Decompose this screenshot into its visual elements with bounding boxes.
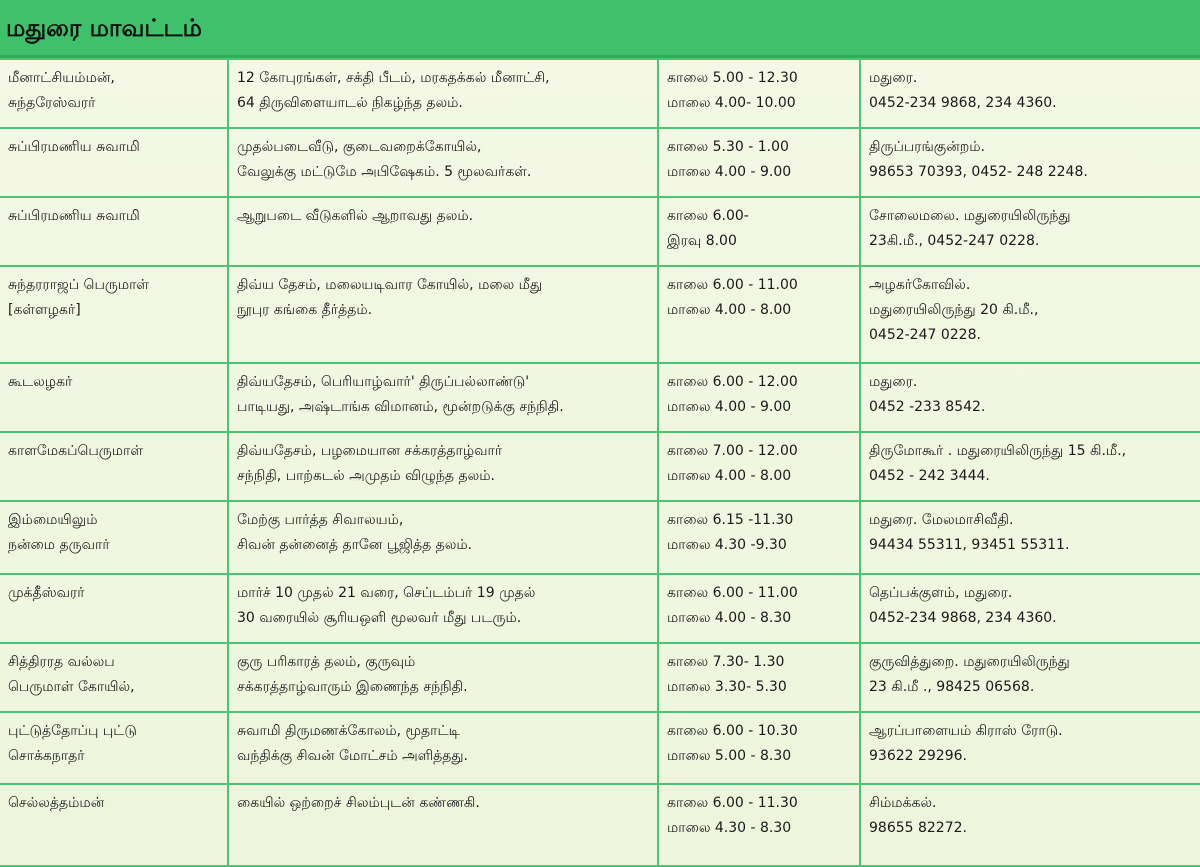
table-row	[0, 197, 1200, 266]
temple-location-line: 0452 -233 8542.	[869, 399, 986, 415]
temple-description-line: முதல்படைவீடு, குடைவறைக்கோயில்,	[237, 139, 482, 155]
temple-timings-line: காலை 6.00 - 11.00	[667, 585, 798, 601]
temple-description-cell	[228, 363, 658, 432]
table-row	[0, 643, 1200, 712]
temple-name-line: செல்லத்தம்மன்	[8, 795, 105, 811]
temple-location-cell	[860, 59, 1200, 128]
temple-description-line: மேற்கு பார்த்த சிவாலயம்,	[237, 512, 404, 528]
temple-location-line: 23 கி.மீ ., 98425 06568.	[869, 679, 1035, 695]
temple-timings-cell	[658, 712, 860, 784]
temple-timings-line: இரவு 8.00	[667, 233, 737, 249]
temple-description-cell	[228, 59, 658, 128]
temple-timings-line: மாலை 4.00 - 8.30	[667, 610, 792, 626]
temple-description-cell	[228, 643, 658, 712]
temple-location-line: சிம்மக்கல்.	[869, 795, 937, 811]
temple-description-line: வேலுக்கு மட்டுமே அபிஷேகம். 5 மூலவர்கள்.	[237, 164, 532, 180]
temple-description-cell	[228, 266, 658, 363]
temple-location-line: 98655 82272.	[869, 820, 967, 836]
temple-name-line: சித்திரரத வல்லப	[8, 654, 115, 670]
page-title: மதுரை மாவட்டம்	[6, 14, 202, 42]
temple-location-line: திருப்பரங்குன்றம்.	[869, 139, 985, 155]
temple-timings-cell	[658, 501, 860, 574]
temple-description-cell	[228, 784, 658, 866]
temple-location-line: 98653 70393, 0452- 248 2248.	[869, 164, 1088, 180]
temple-name-line: நன்மை தருவார்	[8, 537, 110, 553]
temple-location-line: 0452-234 9868, 234 4360.	[869, 610, 1057, 626]
table-row	[0, 574, 1200, 643]
temple-timings-cell	[658, 59, 860, 128]
temple-location-line: ஆரப்பாளையம் கிராஸ் ரோடு.	[869, 723, 1063, 739]
temple-name-line: பெருமாள் கோயில்,	[8, 679, 135, 695]
temple-description-line: குரு பரிகாரத் தலம், குருவும்	[237, 654, 416, 670]
table-row	[0, 363, 1200, 432]
temple-location-cell	[860, 784, 1200, 866]
table-row	[0, 128, 1200, 197]
temple-description-cell	[228, 128, 658, 197]
temple-description-line: 64 திருவிளையாடல் நிகழ்ந்த தலம்.	[237, 95, 463, 111]
temple-timings-cell	[658, 574, 860, 643]
temple-table-body	[0, 59, 1200, 866]
temple-name-cell	[0, 432, 228, 501]
temple-description-line: திவ்யதேசம், பெரியாழ்வார்' திருப்பல்லாண்டு'	[237, 374, 530, 390]
temple-name-line: முக்தீஸ்வரர்	[8, 585, 85, 601]
temple-timings-line: காலை 6.00-	[667, 208, 749, 224]
temple-location-cell	[860, 501, 1200, 574]
temple-location-line: மதுரை.	[869, 70, 918, 86]
temple-location-line: மதுரை.	[869, 374, 918, 390]
temple-description-cell	[228, 432, 658, 501]
table-row	[0, 432, 1200, 501]
temple-name-line: இம்மையிலும்	[8, 512, 98, 528]
temple-location-line: குருவித்துறை. மதுரையிலிருந்து	[869, 654, 1070, 670]
temple-description-line: சுவாமி திருமணக்கோலம், மூதாட்டி	[237, 723, 460, 739]
temple-description-line: சிவன் தன்னைத் தானே பூஜித்த தலம்.	[237, 537, 473, 553]
temple-timings-line: மாலை 4.30 - 8.30	[667, 820, 792, 836]
temple-timings-line: மாலை 4.00 - 8.00	[667, 302, 792, 318]
temple-name-line: [கள்ளழகர்]	[8, 302, 81, 318]
temple-timings-cell	[658, 363, 860, 432]
temple-location-line: திருமோகூர் . மதுரையிலிருந்து 15 கி.மீ.,	[869, 443, 1127, 459]
table-row	[0, 501, 1200, 574]
temple-location-cell	[860, 363, 1200, 432]
temple-description-line: கையில் ஒற்றைச் சிலம்புடன் கண்ணகி.	[237, 795, 480, 811]
temple-name-cell	[0, 643, 228, 712]
temple-timings-line: மாலை 4.30 -9.30	[667, 537, 787, 553]
temple-timings-cell	[658, 432, 860, 501]
temple-name-line: சுப்பிரமணிய சுவாமி	[8, 139, 140, 155]
temple-description-line: வந்திக்கு சிவன் மோட்சம் அளித்தது.	[237, 748, 468, 764]
temple-timings-line: மாலை 4.00 - 9.00	[667, 399, 792, 415]
table-row	[0, 784, 1200, 866]
temple-timings-line: காலை 5.30 - 1.00	[667, 139, 789, 155]
temple-name-cell	[0, 574, 228, 643]
temple-location-cell	[860, 128, 1200, 197]
temple-location-line: 0452-234 9868, 234 4360.	[869, 95, 1057, 111]
temple-timings-cell	[658, 643, 860, 712]
temple-name-cell	[0, 266, 228, 363]
temple-timings-line: காலை 7.00 - 12.00	[667, 443, 798, 459]
temple-name-line: மீனாட்சியம்மன்,	[8, 70, 115, 86]
temple-timings-line: காலை 6.00 - 11.00	[667, 277, 798, 293]
temple-location-cell	[860, 712, 1200, 784]
temple-description-line: பாடியது, அஷ்டாங்க விமானம், மூன்றடுக்கு சந்நிதி.	[237, 399, 564, 415]
temple-name-cell	[0, 501, 228, 574]
temple-timings-line: காலை 7.30- 1.30	[667, 654, 785, 670]
temple-location-cell	[860, 574, 1200, 643]
temple-location-line: 93622 29296.	[869, 748, 967, 764]
temple-description-line: சக்கரத்தாழ்வாரும் இணைந்த சந்நிதி.	[237, 679, 468, 695]
temple-description-line: சந்நிதி, பாற்கடல் அமுதம் விழுந்த தலம்.	[237, 468, 495, 484]
temple-name-line: சுந்தரேஸ்வரர்	[8, 95, 96, 111]
temple-name-cell	[0, 128, 228, 197]
temple-location-cell	[860, 197, 1200, 266]
temple-name-line: காளமேகப்பெருமாள்	[8, 443, 143, 459]
temple-location-line: சோலைமலை. மதுரையிலிருந்து	[869, 208, 1071, 224]
table-row	[0, 59, 1200, 128]
temple-description-cell	[228, 574, 658, 643]
temple-table	[0, 58, 1200, 867]
temple-description-line: ஆறுபடை வீடுகளில் ஆறாவது தலம்.	[237, 208, 474, 224]
temple-location-line: மதுரையிலிருந்து 20 கி.மீ.,	[869, 302, 1039, 318]
temple-description-cell	[228, 712, 658, 784]
temple-name-line: புட்டுத்தோப்பு புட்டு	[8, 723, 137, 739]
temple-location-cell	[860, 266, 1200, 363]
temple-description-line: மார்ச் 10 முதல் 21 வரை, செப்டம்பர் 19 முதல்	[237, 585, 536, 601]
temple-location-line: தெப்பக்குளம், மதுரை.	[869, 585, 1013, 601]
temple-location-cell	[860, 432, 1200, 501]
temple-location-line: 94434 55311, 93451 55311.	[869, 537, 1070, 553]
temple-timings-line: காலை 6.00 - 11.30	[667, 795, 798, 811]
temple-name-cell	[0, 712, 228, 784]
title-banner	[0, 0, 1200, 58]
temple-name-line: சொக்கநாதர்	[8, 748, 85, 764]
temple-description-cell	[228, 501, 658, 574]
temple-name-cell	[0, 784, 228, 866]
temple-timings-cell	[658, 266, 860, 363]
temple-timings-line: மாலை 5.00 - 8.30	[667, 748, 792, 764]
temple-timings-line: காலை 5.00 - 12.30	[667, 70, 798, 86]
temple-timings-line: காலை 6.00 - 10.30	[667, 723, 798, 739]
temple-timings-cell	[658, 197, 860, 266]
temple-timings-line: காலை 6.15 -11.30	[667, 512, 794, 528]
temple-description-line: திவ்யதேசம், பழமையான சக்கரத்தாழ்வார்	[237, 443, 503, 459]
temple-location-line: 23கி.மீ., 0452-247 0228.	[869, 233, 1040, 249]
temple-description-line: திவ்ய தேசம், மலையடிவார கோயில், மலை மீது	[237, 277, 543, 293]
temple-name-line: கூடலழகர்	[8, 374, 73, 390]
temple-timings-line: காலை 6.00 - 12.00	[667, 374, 798, 390]
temple-description-line: 30 வரையில் சூரியஒளி மூலவர் மீது படரும்.	[237, 610, 522, 626]
temple-name-line: சுந்தரராஜப் பெருமாள்	[8, 277, 150, 293]
temple-timings-cell	[658, 784, 860, 866]
temple-location-cell	[860, 643, 1200, 712]
temple-name-line: சுப்பிரமணிய சுவாமி	[8, 208, 140, 224]
temple-timings-line: மாலை 4.00- 10.00	[667, 95, 796, 111]
temple-timings-line: மாலை 3.30- 5.30	[667, 679, 787, 695]
temple-name-cell	[0, 59, 228, 128]
table-row	[0, 266, 1200, 363]
temple-name-cell	[0, 363, 228, 432]
table-row	[0, 712, 1200, 784]
temple-description-cell	[228, 197, 658, 266]
temple-timings-line: மாலை 4.00 - 8.00	[667, 468, 792, 484]
temple-location-line: 0452-247 0228.	[869, 327, 981, 343]
temple-location-line: அழகர்கோவில்.	[869, 277, 971, 293]
temple-timings-cell	[658, 128, 860, 197]
temple-timings-line: மாலை 4.00 - 9.00	[667, 164, 792, 180]
temple-description-line: நூபுர கங்கை தீர்த்தம்.	[237, 302, 373, 318]
temple-location-line: 0452 - 242 3444.	[869, 468, 990, 484]
temple-name-cell	[0, 197, 228, 266]
temple-description-line: 12 கோபுரங்கள், சக்தி பீடம், மரகதக்கல் மீனாட்சி,	[237, 70, 550, 86]
temple-location-line: மதுரை. மேலமாசிவீதி.	[869, 512, 1014, 528]
